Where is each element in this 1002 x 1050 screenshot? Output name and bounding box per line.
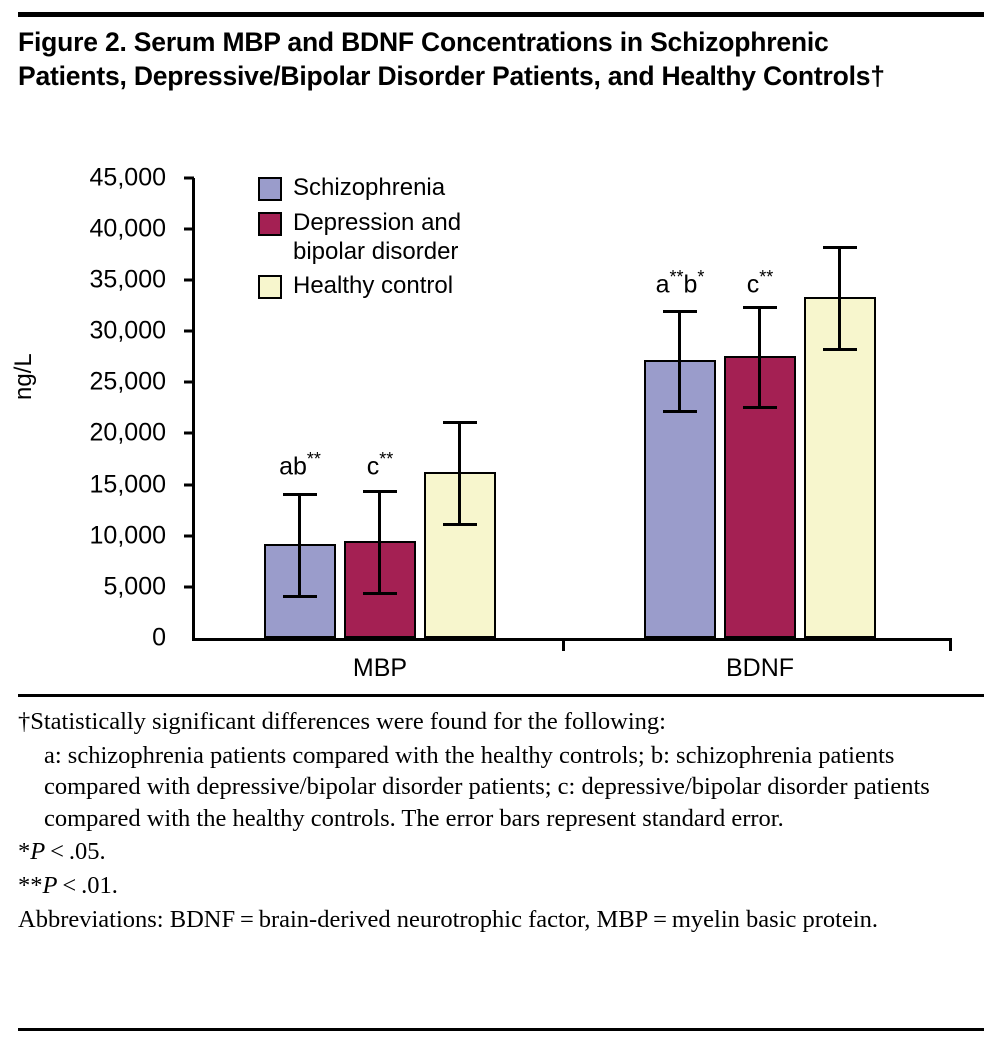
errorbar-bdnf-depression-bipolar [758, 306, 761, 406]
chart-legend [258, 174, 461, 307]
y-tick-label: 30,000 [89, 316, 166, 345]
errorbar-bdnf-schizophrenia [678, 310, 681, 410]
bottom-divider [18, 1028, 984, 1031]
errorbar-cap-bottom [363, 592, 397, 595]
y-tick-mark [184, 586, 194, 589]
legend-item-depression-bipolar [258, 209, 461, 267]
errorbar-cap-top [363, 490, 397, 493]
y-tick-mark [184, 228, 194, 231]
footnote-abbreviations: Abbreviations: BDNF = brain-derived neurotrophic factor, MBP = myelin basic protein. [18, 905, 879, 933]
y-axis-title: ng/L [10, 353, 37, 400]
y-tick-label: 25,000 [89, 367, 166, 396]
y-tick-label: 20,000 [89, 418, 166, 447]
legend-swatch-depression-bipolar [258, 212, 282, 236]
x-axis-group-divider [562, 641, 565, 651]
y-tick-label: 40,000 [89, 214, 166, 243]
y-tick-mark [184, 381, 194, 384]
legend-swatch-schizophrenia [258, 177, 282, 201]
y-tick-label: 0 [152, 623, 166, 652]
errorbar-mbp-healthy-control [458, 421, 461, 523]
x-axis-label-bdnf: BDNF [725, 654, 795, 682]
errorbar-mbp-depression-bipolar [378, 490, 381, 592]
y-tick-label: 15,000 [89, 470, 166, 499]
errorbar-cap-top [823, 246, 857, 249]
legend-label-depression-bipolar [293, 209, 461, 267]
y-axis-line [192, 178, 195, 640]
errorbar-cap-top [663, 310, 697, 313]
footnote-dagger-line1: †Statistically significant differences were found for the following: [18, 708, 666, 735]
legend-swatch-healthy-control [258, 275, 282, 299]
y-tick-label: 5,000 [103, 572, 166, 601]
y-tick-mark [184, 330, 194, 333]
errorbar-cap-bottom [663, 410, 697, 413]
figure-footnotes [18, 706, 970, 937]
middle-divider [18, 694, 984, 697]
footnote-p05: *P < .05. [18, 838, 106, 866]
y-tick-mark [184, 432, 194, 435]
legend-item-healthy-control [258, 272, 461, 301]
y-tick-mark [184, 177, 194, 180]
footnote-p01: **P < .01. [18, 871, 118, 899]
annotation-mbp-schizophrenia: ab** [279, 449, 321, 481]
x-axis-line [192, 638, 952, 641]
y-tick-label: 10,000 [89, 521, 166, 550]
errorbar-cap-bottom [443, 523, 477, 526]
x-axis-group-divider [949, 641, 952, 651]
figure-title: Figure 2. Serum MBP and BDNF Concentrations in Schizophrenic Patients, Depressive/Bipolar Disorder Patients, and Healthy Controls† [18, 27, 885, 91]
chart-canvas [10, 160, 984, 682]
errorbar-cap-top [743, 306, 777, 309]
y-tick-mark [184, 279, 194, 282]
footnote-dagger-line2: a: schizophrenia patients compared with the healthy controls; b: schizophrenia patients compared with depressive/bipolar disorder patients; c: depressive/bipolar disorder patients compared with the healthy controls. The error bars represent standard error. [44, 741, 930, 832]
x-axis-label-mbp: MBP [352, 654, 408, 682]
errorbar-cap-bottom [743, 406, 777, 409]
annotation-bdnf-depression-bipolar: c** [746, 267, 774, 299]
legend-label-line1: Depression and [293, 208, 462, 236]
errorbar-cap-bottom [823, 348, 857, 351]
errorbar-cap-bottom [283, 595, 317, 598]
legend-label-healthy-control: Healthy control [293, 272, 454, 300]
errorbar-cap-top [443, 421, 477, 424]
y-tick-label: 35,000 [89, 265, 166, 294]
top-divider [18, 12, 984, 17]
errorbar-mbp-schizophrenia [298, 493, 301, 595]
annotation-mbp-depression-bipolar: c** [366, 449, 394, 481]
y-tick-mark [184, 535, 194, 538]
y-tick-label: 45,000 [89, 163, 166, 192]
legend-label-schizophrenia: Schizophrenia [293, 174, 446, 201]
y-tick-mark [184, 484, 194, 487]
annotation-bdnf-schizophrenia: a**b* [655, 267, 705, 299]
errorbar-cap-top [283, 493, 317, 496]
legend-item-schizophrenia [258, 174, 461, 203]
errorbar-bdnf-healthy-control [838, 246, 841, 348]
legend-label-line2: bipolar disorder [293, 237, 459, 265]
